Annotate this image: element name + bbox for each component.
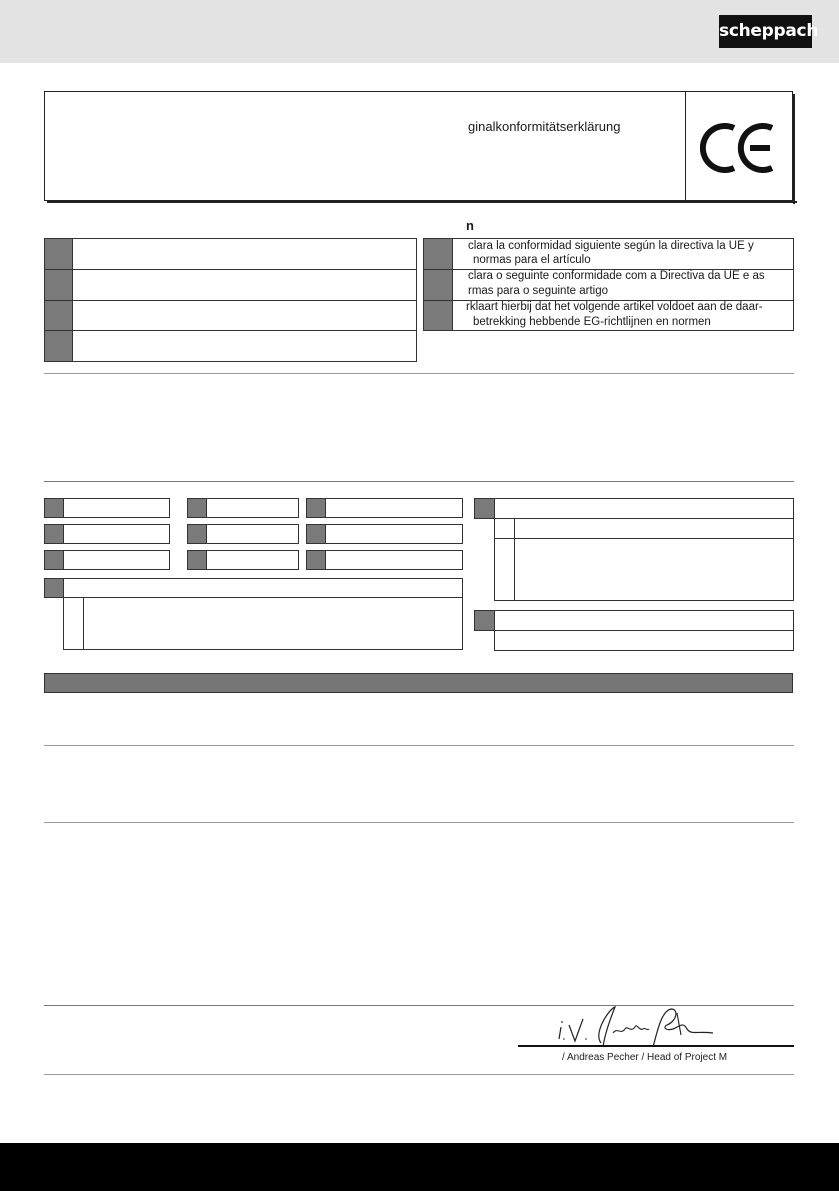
directive-marker [187, 498, 207, 518]
directive-marker [306, 550, 326, 570]
lang-row-left-1 [44, 238, 417, 270]
scheppach-logo [719, 15, 819, 48]
directive-marker [44, 578, 64, 598]
section-letter: n [466, 218, 474, 233]
lang-marker [44, 330, 73, 362]
directive-field [306, 498, 463, 518]
lang-marker [423, 269, 453, 301]
logo-text: scheppach [719, 21, 819, 41]
directive-field [306, 550, 463, 570]
lang-pt-line2: rmas para o seguinte artigo [468, 285, 608, 297]
directive-marker [306, 498, 326, 518]
lang-row-left-4 [44, 330, 417, 362]
field-divider [514, 538, 515, 601]
directive-subfield [494, 630, 794, 651]
lang-pt-line1: clara o seguinte conformidade com a Directiva da UE e as [468, 270, 765, 282]
box-shadow-bottom [47, 201, 797, 203]
signature-line [518, 1045, 794, 1047]
lang-marker [44, 238, 73, 270]
box-shadow-right [793, 94, 795, 204]
declaration-title-box [44, 91, 793, 201]
field-divider [83, 597, 84, 650]
separator [44, 822, 794, 823]
directive-field [306, 524, 463, 544]
lang-marker [44, 300, 73, 331]
directive-marker [44, 524, 64, 544]
directive-marker [474, 498, 495, 519]
lang-row-left-3 [44, 300, 417, 331]
directive-header-field [474, 610, 794, 631]
lang-es-line1: clara la conformidad siguiente según la directiva la UE y [468, 240, 754, 252]
directive-marker [187, 524, 207, 544]
lang-marker [44, 269, 73, 301]
separator [44, 1074, 794, 1075]
lang-marker [423, 300, 453, 331]
separator [44, 745, 794, 746]
ce-mark-icon [700, 120, 776, 181]
directive-marker [44, 498, 64, 518]
lang-es-line2: normas para el artículo [473, 254, 591, 266]
separator [44, 481, 794, 482]
directive-subfield [494, 518, 794, 539]
lang-nl-line1: rklaart hierbij dat het volgende artikel voldoet aan de daar- [466, 301, 763, 313]
declaration-title: ginalkonformitätserklärung [468, 119, 621, 134]
lang-row-left-2 [44, 269, 417, 301]
field-divider [514, 518, 515, 539]
directive-marker [187, 550, 207, 570]
lang-marker [423, 238, 453, 270]
section-bar [44, 673, 793, 693]
signature-caption: / Andreas Pecher / Head of Project M [562, 1052, 728, 1063]
lang-nl-line2: betrekking hebbende EG-richtlijnen en normen [473, 316, 711, 328]
signature-handwriting [553, 1003, 723, 1056]
directive-subfield [494, 538, 794, 601]
directive-marker [474, 610, 495, 631]
separator [44, 373, 794, 374]
header-band [0, 0, 839, 63]
directive-marker [306, 524, 326, 544]
directive-header-field [44, 578, 463, 598]
directive-marker [44, 550, 64, 570]
footer-band [0, 1143, 839, 1191]
directive-header-field [474, 498, 794, 519]
ce-divider [685, 91, 686, 201]
directive-detail-field [63, 597, 463, 650]
